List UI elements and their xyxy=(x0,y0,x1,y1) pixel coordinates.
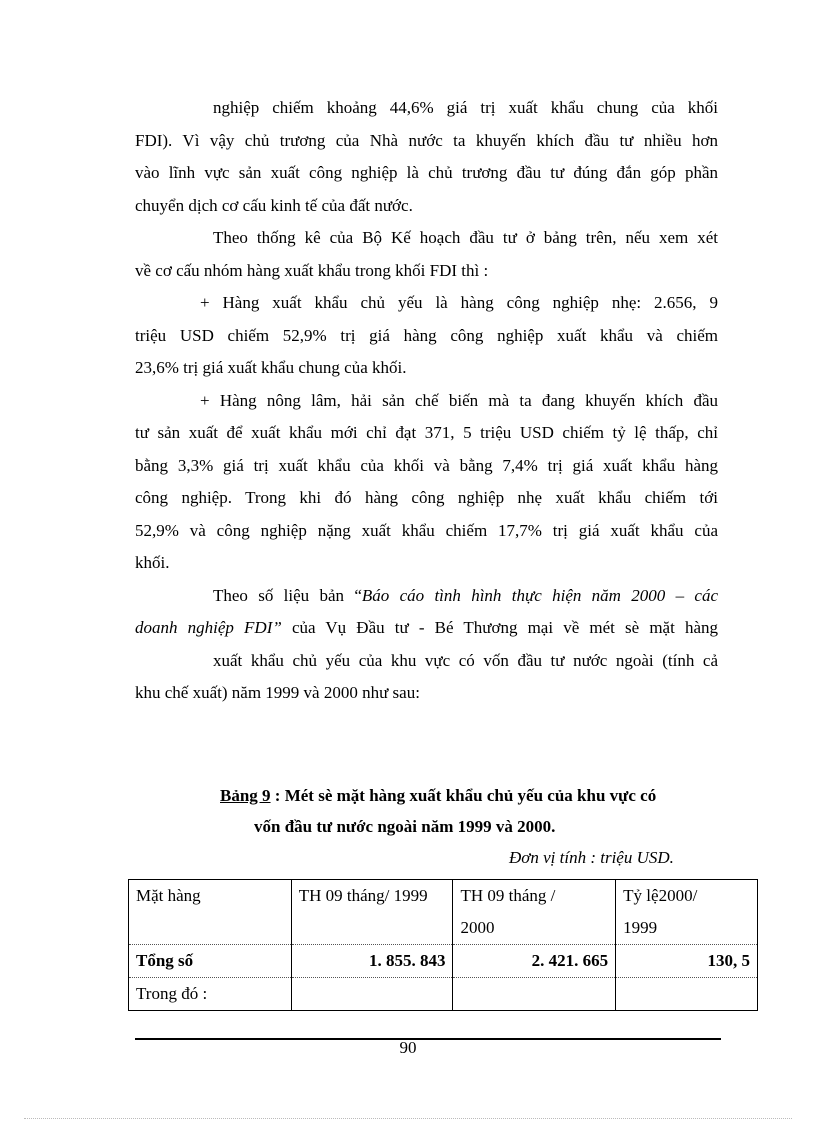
page-number: 90 xyxy=(399,1038,417,1057)
table-cell xyxy=(453,978,616,1011)
text-line: FDI). Vì vậy chủ trương của Nhà nước ta khuyến khích đầu tư nhiều hơn xyxy=(135,130,718,150)
text-line: tư sản xuất để xuất khẩu mới chỉ đạt 371, 5 triệu USD chiếm tỷ lệ thấp, chỉ xyxy=(135,423,718,442)
header-cell: TH 09 tháng / xyxy=(453,880,616,913)
header-cell: TH 09 tháng/ 1999 xyxy=(291,880,453,913)
text-line: nghiệp chiếm khoảng 44,6% giá trị xuất khẩu chung của khối xyxy=(213,98,718,117)
text-line: bằng 3,3% giá trị xuất khẩu của khối và bằng 7,4% trị giá xuất khẩu hàng xyxy=(135,455,718,475)
table-caption-line2: vốn đầu tư nước ngoài năm 1999 và 2000. xyxy=(254,817,556,836)
text-fragment: Theo số liệu bản “ xyxy=(213,585,362,605)
header-cell: Mặt hàng xyxy=(129,880,292,913)
text-line: khối. xyxy=(135,553,170,572)
text-line: + Hàng nông lâm, hải sản chế biến mà ta đang khuyến khích đầu xyxy=(200,390,718,410)
text-line xyxy=(135,580,718,613)
text-line: chuyển dịch cơ cấu kinh tế của đất nước. xyxy=(135,195,413,215)
table-row xyxy=(129,945,758,978)
table-header-row xyxy=(129,880,758,913)
text-line: 23,6% trị giá xuất khẩu chung của khối. xyxy=(135,358,407,377)
text-line: 52,9% và công nghiệp nặng xuất khẩu chiếm 17,7% trị giá xuất khẩu của xyxy=(135,520,718,540)
paragraph-1 xyxy=(135,92,718,710)
table-caption xyxy=(220,786,656,806)
report-title: doanh nghiệp FDI” xyxy=(135,618,282,637)
table-cell: 2. 421. 665 xyxy=(453,945,616,978)
text-line: Theo thống kê của Bộ Kế hoạch đầu tư ở bảng trên, nếu xem xét xyxy=(213,228,718,247)
text-line: xuất khẩu chủ yếu của khu vực có vốn đầu tư nước ngoài (tính cả xyxy=(213,650,718,670)
text-line xyxy=(135,612,718,645)
table-cell: 130, 5 xyxy=(616,945,758,978)
table-cell xyxy=(616,978,758,1011)
text-line: + Hàng xuất khẩu chủ yếu là hàng công nghiệp nhẹ: 2.656, 9 xyxy=(200,293,718,312)
header-cell: Tỷ lệ2000/ xyxy=(616,880,758,913)
table-cell: Trong đó : xyxy=(129,978,292,1011)
header-cell: 2000 xyxy=(453,912,616,945)
text-line: triệu USD chiếm 52,9% trị giá hàng công nghiệp xuất khẩu và chiếm xyxy=(135,325,718,345)
header-cell xyxy=(129,912,292,945)
header-cell xyxy=(291,912,453,945)
table-header-row-continued xyxy=(129,912,758,945)
text-line: vào lĩnh vực sản xuất công nghiệp là chủ trương đầu tư đúng đắn góp phần xyxy=(135,163,718,182)
text-fragment: của Vụ Đầu tư - Bé Thương mại về mét sè mặt hàng xyxy=(281,618,719,637)
data-table xyxy=(128,879,758,1011)
table-row xyxy=(129,978,758,1011)
table-caption-text: : Mét sè mặt hàng xuất khẩu chủ yếu của khu vực có xyxy=(270,786,657,805)
text-line: công nghiệp. Trong khi đó hàng công nghiệp nhẹ xuất khẩu chiếm tới xyxy=(135,488,718,507)
text-line: khu chế xuất) năm 1999 và 2000 như sau: xyxy=(135,683,420,702)
table-cell: 1. 855. 843 xyxy=(291,945,453,978)
table-cell: Tổng số xyxy=(129,945,292,978)
report-title: Báo cáo tình hình thực hiện năm 2000 – các xyxy=(361,585,718,605)
page-edge-divider xyxy=(24,1118,792,1119)
header-cell: 1999 xyxy=(616,912,758,945)
text-line: về cơ cấu nhóm hàng xuất khẩu trong khối FDI thì : xyxy=(135,260,489,280)
table-cell xyxy=(291,978,453,1011)
unit-note: Đơn vị tính : triệu USD. xyxy=(509,848,674,867)
table-label: Bảng 9 xyxy=(220,786,271,805)
